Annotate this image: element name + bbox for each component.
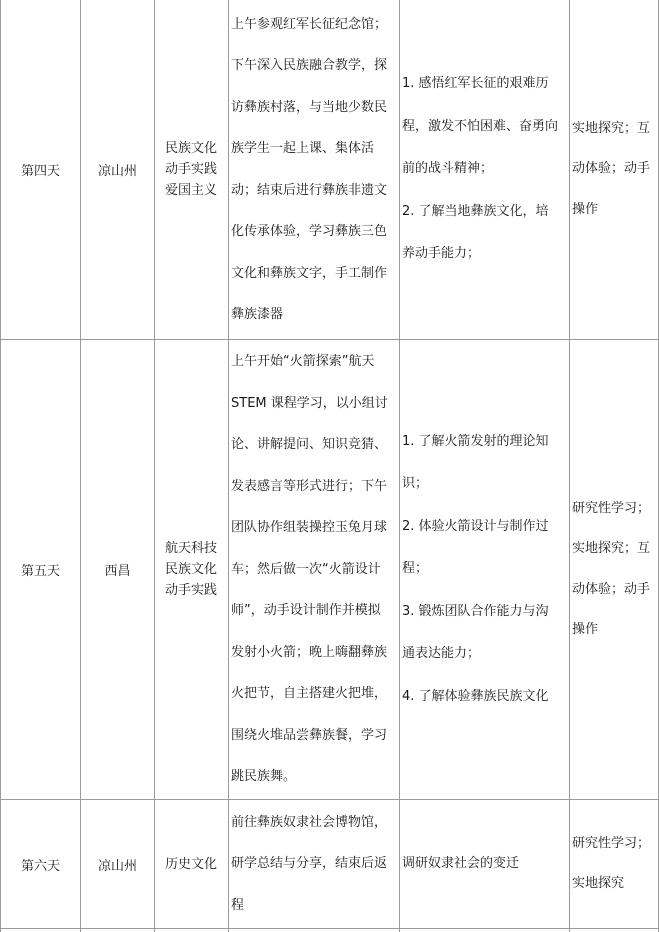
activity-line: 火把节，自主搭建火把堆， xyxy=(231,686,388,702)
activity-line: 上午参观红军长征纪念馆； xyxy=(231,16,388,32)
activity-line: 发表感言等形式进行；下午 xyxy=(231,478,388,494)
method-line: 研究性学习； xyxy=(572,835,651,851)
place-cell: 凉山州 xyxy=(97,164,137,179)
day-cell: 第六天 xyxy=(20,858,60,874)
theme-item: 动手实践 xyxy=(165,162,218,177)
activity-line: 族学生一起上课、集体活 xyxy=(231,141,375,156)
activities-cell xyxy=(229,800,399,928)
goal-line: 程； xyxy=(402,561,429,577)
theme-item: 爱国主义 xyxy=(165,183,218,198)
goal-line: 2. 了解当地彝族文化，培 xyxy=(402,203,549,219)
theme-item: 民族文化 xyxy=(165,562,218,577)
method-line: 实地探究；互 xyxy=(572,541,651,556)
goal-line: 识； xyxy=(402,476,429,492)
activity-line: 研学总结与分享，结束后返 xyxy=(231,856,388,872)
day-cell: 第五天 xyxy=(20,564,60,579)
goal-line: 通表达能力； xyxy=(402,646,481,662)
goal-line: 养动手能力； xyxy=(402,246,481,262)
goal-line: 4. 了解体验彝族民族文化 xyxy=(402,688,549,704)
theme-item: 民族文化 xyxy=(165,141,218,156)
activity-line: 师”，动手设计制作并模拟 xyxy=(231,603,381,619)
activities-cell xyxy=(229,340,399,799)
place-cell: 西昌 xyxy=(104,564,131,579)
activity-line: 上午开始“火箭探索”航天 xyxy=(231,354,375,370)
activity-line: 程 xyxy=(231,897,245,913)
goals-cell xyxy=(400,340,569,799)
row-divider xyxy=(0,928,659,929)
method-line: 实地探究；互 xyxy=(572,120,651,136)
methods-cell xyxy=(570,340,658,799)
theme-item: 历史文化 xyxy=(165,856,218,872)
theme-cell xyxy=(155,800,228,928)
goal-line: 前的战斗精神； xyxy=(402,161,494,177)
day-cell: 第四天 xyxy=(20,164,60,179)
goal-line: 调研奴隶社会的变迁 xyxy=(402,855,520,871)
theme-cell xyxy=(155,340,228,799)
theme-item: 航天科技 xyxy=(165,541,218,556)
method-line: 操作 xyxy=(572,201,599,217)
goals-cell xyxy=(400,800,569,928)
goal-line: 1. 了解火箭发射的理论知 xyxy=(402,433,549,449)
methods-cell xyxy=(570,0,658,339)
activity-line: 车；然后做一次“火箭设计 xyxy=(231,561,381,577)
theme-cell xyxy=(155,0,228,339)
goals-cell xyxy=(400,0,569,339)
activity-line: 彝族漆器 xyxy=(231,307,284,322)
method-line: 动体验；动手 xyxy=(572,161,651,177)
activity-line: 化传承体验，学习彝族三色 xyxy=(231,224,388,239)
activity-line: 前往彝族奴隶社会博物馆， xyxy=(231,814,388,830)
methods-cell xyxy=(570,800,658,928)
activities-cell xyxy=(229,4,399,335)
method-line: 研究性学习； xyxy=(572,500,651,516)
activity-line: STEM 课程学习，以小组讨 xyxy=(231,395,388,411)
activity-line: 动；结束后进行彝族非遗文 xyxy=(231,182,388,198)
goal-line: 3. 锻炼团队合作能力与沟 xyxy=(402,603,549,619)
activity-line: 发射小火箭；晚上嗨翻彝族 xyxy=(231,644,388,660)
method-line: 操作 xyxy=(572,622,599,637)
goal-line: 1. 感悟红军长征的艰难历 xyxy=(402,76,549,92)
theme-item: 动手实践 xyxy=(165,583,218,598)
activity-line: 围绕火堆品尝彝族餐，学习 xyxy=(231,727,388,743)
goal-line: 2. 体验火箭设计与制作过 xyxy=(402,518,549,534)
activity-line: 团队协作组装操控玉兔月球 xyxy=(231,520,388,536)
method-line: 实地探究 xyxy=(572,876,625,891)
activity-line: 论、讲解提问、知识竞猜、 xyxy=(231,437,388,453)
activity-line: 文化和彝族文字，手工制作 xyxy=(231,265,388,281)
activity-line: 下午深入民族融合教学，探 xyxy=(231,58,388,73)
activity-line: 访彝族村落，与当地少数民 xyxy=(231,99,388,115)
goal-line: 程，激发不怕困难、奋勇向 xyxy=(402,118,559,134)
place-cell: 凉山州 xyxy=(97,858,137,874)
method-line: 动体验；动手 xyxy=(572,581,651,597)
activity-line: 跳民族舞。 xyxy=(231,769,297,785)
